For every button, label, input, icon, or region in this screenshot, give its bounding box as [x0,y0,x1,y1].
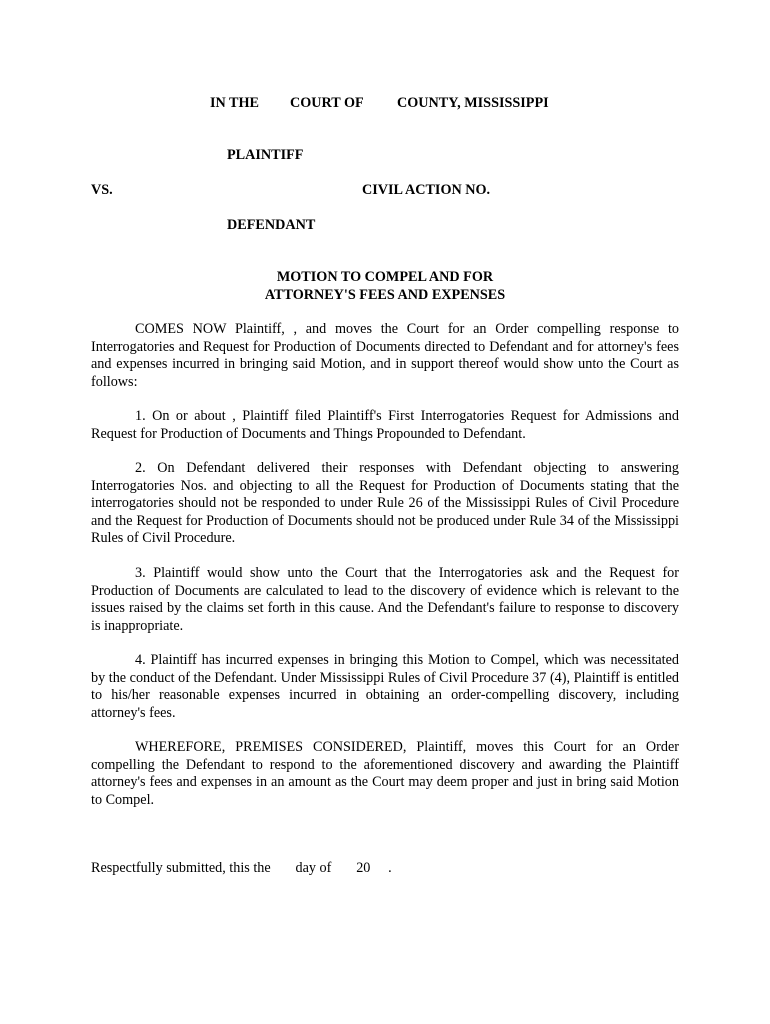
closing-line: Respectfully submitted, this the day of 20 . [91,860,392,876]
civil-action-label: CIVIL ACTION NO. [362,182,491,198]
intro-paragraph: COMES NOW Plaintiff, , and moves the Court for an Order compelling response to Interrogatories and Request for Production of Documents directed to Defendant and for attorney's fees and expenses incurred in bringing said Motion, and in support thereof would show unto the Court as follows: [91,321,679,390]
paragraph-4: 4. Plaintiff has incurred expenses in bringing this Motion to Compel, which was necessitated by the conduct of the Defendant. Under Mississippi Rules of Civil Procedure 37 (4), Plaintiff is entitled to his/her reasonable expenses incurred in obtaining an order-compelling discovery, including attorney's fees. [91,652,679,721]
defendant-label: DEFENDANT [227,217,316,233]
versus-label: VS. [91,182,113,198]
court-heading-part3: COUNTY, MISSISSIPPI [397,95,549,111]
paragraph-3: 3. Plaintiff would show unto the Court that the Interrogatories ask and the Request for Production of Documents are calculated to lead to the discovery of evidence which is relevant to the issues raised by the claims set forth in this cause. And the Defendant's failure to response to discovery is inappropriate. [91,565,679,634]
title-line-2: ATTORNEY'S FEES AND EXPENSES [264,286,506,303]
document-title [91,269,679,304]
court-heading-part1: IN THE [210,95,260,111]
court-heading-part2: COURT OF [290,95,364,111]
paragraph-2: 2. On Defendant delivered their responses with Defendant objecting to answering Interrogatories Nos. and objecting to all the Request for Production of Documents stating that the interrogatories should not be responded to under Rule 26 of the Mississippi Rules of Civil Procedure and the Request for Production of Documents should not be produced under Rule 34 of the Mississippi Rules of Civil Procedure. [91,460,679,546]
paragraph-1: 1. On or about , Plaintiff filed Plaintiff's First Interrogatories Request for Admissions and Request for Production of Documents and Things Propounded to Defendant. [91,408,679,442]
plaintiff-label: PLAINTIFF [227,147,304,163]
wherefore-paragraph: WHEREFORE, PREMISES CONSIDERED, Plaintiff, moves this Court for an Order compelling the Defendant to respond to the aforementioned discovery and awarding the Plaintiff attorney's fees and expenses in an amount as the Court may deem proper and just in bring said Motion to Compel. [91,739,679,808]
title-line-1: MOTION TO COMPEL AND FOR [276,269,494,285]
